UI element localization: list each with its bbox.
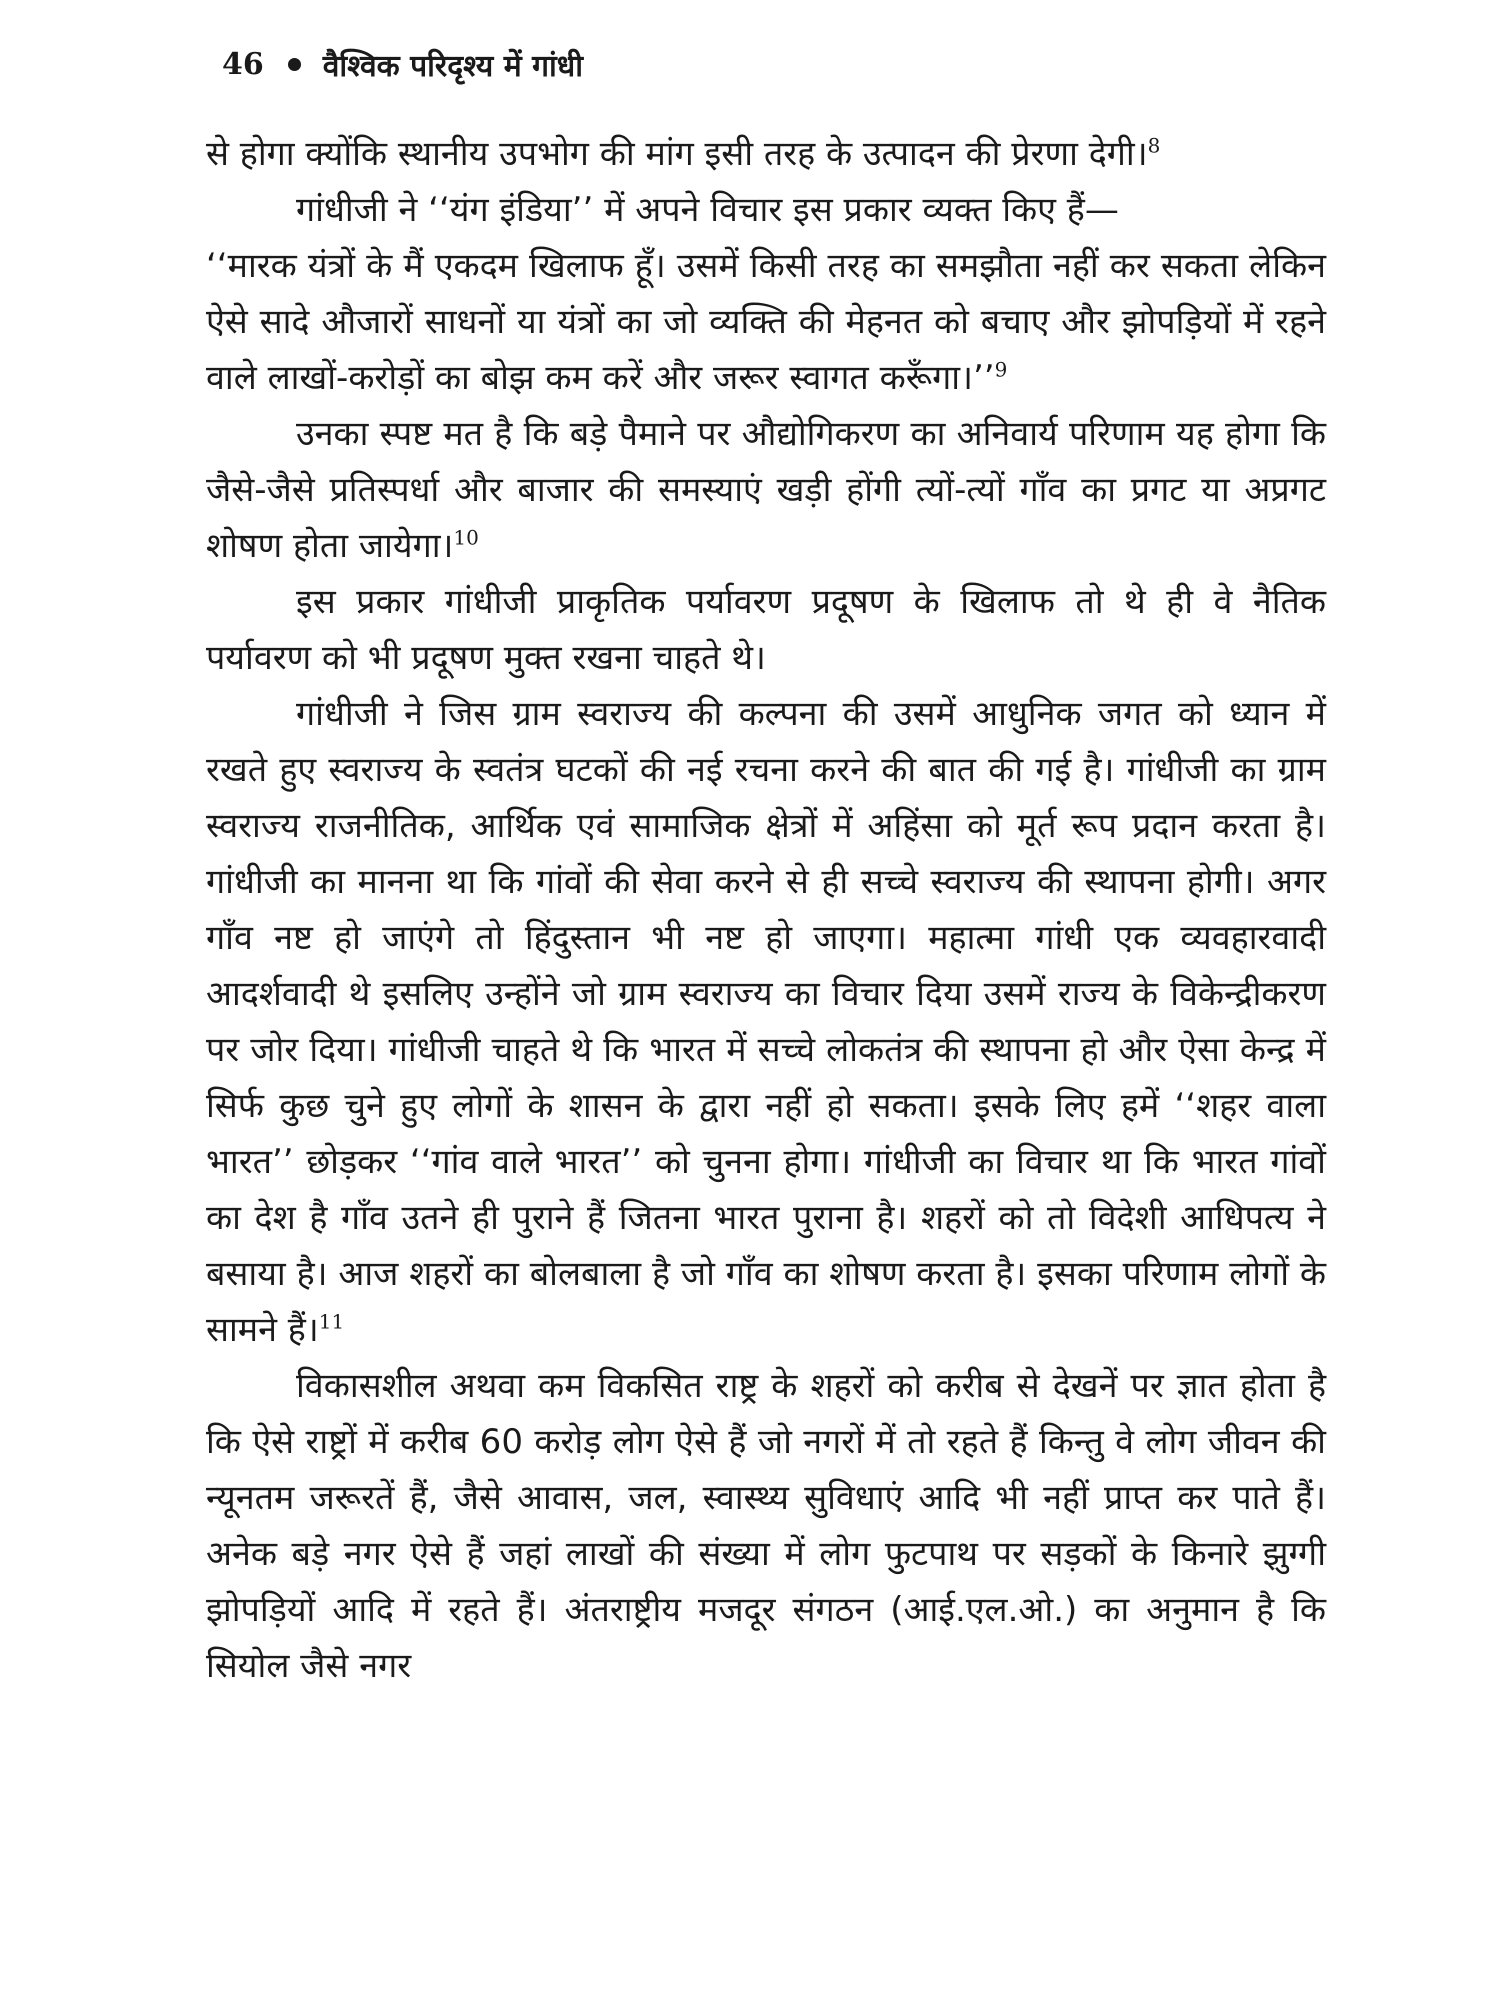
paragraph-text: गांधीजी ने ‘‘यंग इंडिया’’ में अपने विचार इस प्रकार व्यक्त किए हैं— (296, 190, 1119, 230)
page-body (206, 126, 1326, 1694)
footnote-ref: 8 (1147, 133, 1161, 158)
paragraph-text: उनका स्पष्ट मत है कि बड़े पैमाने पर औद्योगिकरण का अनिवार्य परिणाम यह होगा कि जैसे-जैसे प्रतिस्पर्धा और बाजार की समस्याएं खड़ी होंगी त्यों-त्यों गाँव का प्रगट या अप्रगट शोषण होता जायेगा। (206, 414, 1326, 566)
paragraph-text: से होगा क्योंकि स्थानीय उपभोग की मांग इसी तरह के उत्पादन की प्रेरणा देगी। (206, 134, 1148, 174)
running-title: वैश्विक परिदृश्य में गांधी (322, 49, 583, 84)
quote-text: ‘‘मारक यंत्रों के मैं एकदम खिलाफ हूँ। उसमें किसी तरह का समझौता नहीं कर सकता लेकिन ऐसे सादे औजारों साधनों या यंत्रों का जो व्यक्ति की मेहनत को बचाए और झोपड़ियों में रहने वाले लाखों-करोड़ों का बोझ कम करें और जरूर स्वागत करूँगा।’’ (206, 246, 1326, 398)
paragraph (206, 406, 1326, 574)
paragraph (206, 574, 1326, 686)
page-number: 46 (222, 47, 264, 82)
paragraph-text: विकासशील अथवा कम विकसित राष्ट्र के शहरों को करीब से देखनें पर ज्ञात होता है कि ऐसे राष्ट्रों में करीब 60 करोड़ लोग ऐसे हैं जो नगरों में तो रहते हैं किन्तु वे लोग जीवन की न्यूनतम जरूरतें हैं, जैसे आवास, जल, स्वास्थ्य सुविधाएं आदि भी नहीं प्राप्त कर पाते हैं। अनेक बड़े नगर ऐसे हैं जहां लाखों की संख्या में लोग फुटपाथ पर सड़कों के किनारे झुग्गी झोपड़ियों आदि में रहते हैं। अंतराष्ट्रीय मजदूर संगठन (आई.एल.ओ.) का अनुमान है कि सियोल जैसे नगर (206, 1366, 1326, 1686)
paragraph-text: इस प्रकार गांधीजी प्राकृतिक पर्यावरण प्रदूषण के खिलाफ तो थे ही वे नैतिक पर्यावरण को भी प्रदूषण मुक्त रखना चाहते थे। (206, 582, 1326, 678)
block-quote (206, 238, 1326, 406)
paragraph-text: गांधीजी ने जिस ग्राम स्वराज्य की कल्पना की उसमें आधुनिक जगत को ध्यान में रखते हुए स्वराज्य के स्वतंत्र घटकों की नई रचना करने की बात की गई है। गांधीजी का ग्राम स्वराज्य राजनीतिक, आर्थिक एवं सामाजिक क्षेत्रों में अहिंसा को मूर्त रूप प्रदान करता है। गांधीजी का मानना था कि गांवों की सेवा करने से ही सच्चे स्वराज्य की स्थापना होगी। अगर गाँव नष्ट हो जाएंगे तो हिंदुस्तान भी नष्ट हो जाएगा। महात्मा गांधी एक व्यवहारवादी आदर्शवादी थे इसलिए उन्होंने जो ग्राम स्वराज्य का विचार दिया उसमें राज्य के विकेन्द्रीकरण पर जोर दिया। गांधीजी चाहते थे कि भारत में सच्चे लोकतंत्र की स्थापना हो और ऐसा केन्द्र में सिर्फ कुछ चुने हुए लोगों के शासन के द्वारा नहीं हो सकता। इसके लिए हमें ‘‘शहर वाला भारत’’ छोड़कर ‘‘गांव वाले भारत’’ को चुनना होगा। गांधीजी का विचार था कि भारत गांवों का देश है गाँव उतने ही पुराने हैं जितना भारत पुराना है। शहरों को तो विदेशी आधिपत्य ने बसाया है। आज शहरों का बोलबाला है जो गाँव का शोषण करता है। इसका परिणाम लोगों के सामने हैं। (206, 694, 1326, 1350)
paragraph (206, 182, 1326, 238)
paragraph (206, 1358, 1326, 1694)
footnote-ref: 11 (318, 1309, 345, 1334)
paragraph (206, 126, 1326, 182)
footnote-ref: 10 (453, 525, 479, 550)
paragraph (206, 686, 1326, 1358)
bullet-separator-icon (288, 58, 301, 71)
footnote-ref: 9 (994, 357, 1008, 382)
page-header (222, 44, 583, 85)
